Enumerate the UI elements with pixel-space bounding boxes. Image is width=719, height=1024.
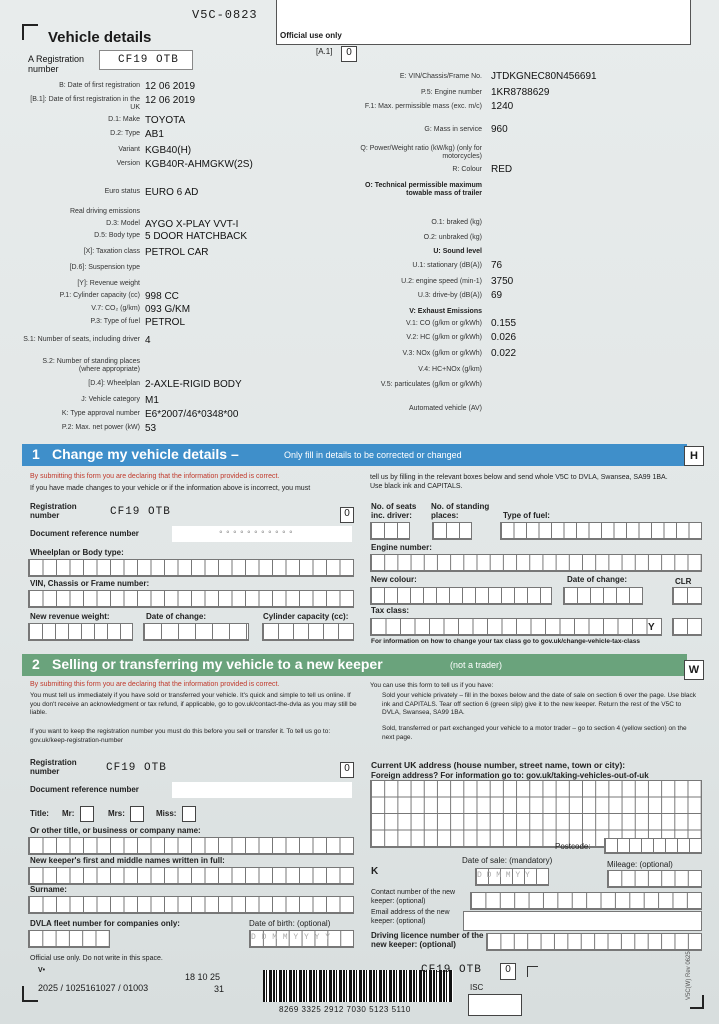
left-field-value: AB1 xyxy=(145,129,164,140)
s1-reg-check xyxy=(340,507,354,523)
s1-docref-value: ◦◦◦◦◦◦◦◦◦◦◦ xyxy=(218,528,296,539)
s2-mrs-label: Mrs: xyxy=(108,809,125,818)
section2-r2: Sold your vehicle privately – fill in the boxes below and the date of sale on section 6 over the page. Use black ink and CAPITALS. Tear off section 6 (green slip) give it to the new keeper. Return the rest of the V5C to DVLA, Swansea, SA99 1BA. xyxy=(382,692,696,716)
footer-date2: 31 xyxy=(214,984,225,994)
right-field-value: 69 xyxy=(491,290,503,301)
left-field-label: [X]: Taxation class xyxy=(83,248,140,255)
section2-number: 2 xyxy=(32,656,40,672)
a1-value-box xyxy=(341,46,357,62)
s1-datechange2-boxes[interactable] xyxy=(563,587,643,605)
section2-r1: You can use this form to tell us if you have: xyxy=(370,682,494,689)
official-use-label: Official use only xyxy=(280,31,342,40)
s1-vin-label: VIN, Chassis or Frame number: xyxy=(30,579,150,588)
s2-reg-label: Registration number xyxy=(30,758,77,776)
section2-subtitle: (not a trader) xyxy=(450,660,503,670)
s1-seats-label: No. of seats inc. driver: xyxy=(371,502,417,520)
left-field-value: EURO 6 AD xyxy=(145,187,199,198)
s1-clr-label: CLR xyxy=(675,577,692,586)
a1-value: 0 xyxy=(346,47,352,58)
section2-letter: W xyxy=(688,664,700,676)
left-field-label: S.1: Number of seats, including driver xyxy=(23,336,140,343)
s2-date-sale-label: Date of sale: (mandatory) xyxy=(462,856,553,865)
left-field-value: TOYOTA xyxy=(145,115,186,126)
left-field-value: 998 CC xyxy=(145,291,179,302)
left-field-value: 53 xyxy=(145,423,157,434)
footer-reg: CF19 OTB xyxy=(421,964,482,976)
s1-colour-boxes[interactable] xyxy=(370,587,552,605)
s2-mileage-boxes[interactable] xyxy=(607,870,702,888)
s1-taxclass-label: Tax class: xyxy=(371,606,410,615)
footer-ref: 2025 / 1025161027 / 01003 xyxy=(38,983,149,993)
footer-corner-mark xyxy=(22,986,38,1002)
left-field-label: D.5: Body type xyxy=(94,232,140,239)
section2-p2: If you want to keep the registration number you must do this before you sell or transfer it. To tell us go to: gov.uk/keep-registration-number xyxy=(30,728,331,744)
s1-datechange-boxes[interactable] xyxy=(143,623,249,641)
s1-colour-label: New colour: xyxy=(371,575,417,584)
s2-surname-boxes[interactable] xyxy=(28,896,354,914)
s2-email-field[interactable] xyxy=(463,911,702,931)
registration-value: CF19 OTB xyxy=(118,54,179,66)
s2-reg-check xyxy=(340,762,354,778)
s1-taxinfo: For information on how to change your tax class go to gov.uk/change-vehicle-tax-class xyxy=(371,638,640,645)
footer-v-mark: V• xyxy=(38,967,46,974)
barcode-number: 8269 3325 2912 7030 5123 5110 xyxy=(279,1005,411,1014)
s1-cyl-label: Cylinder capacity (cc): xyxy=(263,612,349,621)
section2-title: Selling or transferring my vehicle to a new keeper xyxy=(52,656,383,672)
left-field-label: [B.1]: Date of first registration in the UK xyxy=(30,96,140,111)
right-field-label: U.3: drive-by (dB(A)) xyxy=(417,292,482,299)
left-field-label: [D.4]: Wheelplan xyxy=(88,380,140,387)
left-field-value: 5 DOOR HATCHBACK xyxy=(145,231,248,242)
s2-docref-label: Document reference number xyxy=(30,785,139,794)
left-field-value: M1 xyxy=(145,395,159,406)
section1-number: 1 xyxy=(32,446,40,462)
left-field-label: P.3: Type of fuel xyxy=(90,318,140,325)
right-field-label: U.1: stationary (dB(A)) xyxy=(412,262,482,269)
left-field-label: Variant xyxy=(118,146,140,153)
right-field-label: E: VIN/Chassis/Frame No. xyxy=(399,73,482,80)
s2-other-title-boxes[interactable] xyxy=(28,837,354,855)
left-field-label: Euro status xyxy=(104,188,140,195)
right-field-value: JTDKGNEC80N456691 xyxy=(491,71,597,82)
right-field-label: F.1: Max. permissible mass (exc. m/c) xyxy=(364,103,482,110)
left-field-label: D.1: Make xyxy=(108,116,140,123)
section2-letter-box xyxy=(684,660,704,680)
left-field-value: AYGO X-PLAY VVT-I xyxy=(145,219,239,230)
s1-reg-value: CF19 OTB xyxy=(110,506,171,518)
left-field-label: D.3: Model xyxy=(106,220,140,227)
right-field-label: Q: Power/Weight ratio (kW/kg) (only for motorcycles) xyxy=(360,145,482,160)
section1-letter: H xyxy=(690,450,698,462)
s1-y-letter: Y xyxy=(648,622,655,633)
left-field-value: 2-AXLE-RIGID BODY xyxy=(145,379,242,390)
s1-fuel-boxes[interactable] xyxy=(500,522,702,540)
section1-declaration: By submitting this form you are declaring that the information provided is correct. xyxy=(30,473,280,480)
footer-check xyxy=(500,963,516,980)
footer-side-code: V5C(W) Rev 0625 xyxy=(686,951,692,1000)
left-field-value: 093 G/KM xyxy=(145,304,191,315)
left-field-label: D.2: Type xyxy=(110,130,140,137)
right-field-value: 76 xyxy=(491,260,503,271)
right-field-label: O.2: unbraked (kg) xyxy=(423,234,482,241)
doc-number: V5C-0823 xyxy=(192,8,258,22)
right-field-value: 3750 xyxy=(491,276,514,287)
s1-vin-boxes[interactable] xyxy=(28,590,354,608)
right-field-label: V.4: HC+NOx (g/km) xyxy=(418,366,482,373)
s1-datechange-label: Date of change: xyxy=(146,612,207,621)
left-field-value: 12 06 2019 xyxy=(145,95,196,106)
right-field-label: O.1: braked (kg) xyxy=(431,219,482,226)
s2-title-label: Title: xyxy=(30,809,49,818)
footer-check-value: 0 xyxy=(505,964,511,975)
s1-reg-label: Registration number xyxy=(30,502,77,520)
right-field-label: V: Exhaust Emissions xyxy=(409,308,482,315)
s1-fuel-label: Type of fuel: xyxy=(503,511,550,520)
s2-reg-check-value: 0 xyxy=(344,763,350,774)
left-field-value: PETROL CAR xyxy=(145,247,209,258)
s1-engine-boxes[interactable] xyxy=(370,554,702,572)
s1-reg-check-value: 0 xyxy=(344,508,350,519)
footer-isc: ISC xyxy=(470,983,484,992)
s2-postcode-label: Postcode: xyxy=(555,842,591,851)
page-title: Vehicle details xyxy=(48,29,152,46)
s2-postcode-boxes[interactable] xyxy=(604,838,702,854)
right-field-label: V.3: NOx (g/km or g/kWh) xyxy=(402,350,482,357)
right-field-value: 960 xyxy=(491,124,508,135)
s1-docref-label: Document reference number xyxy=(30,529,139,538)
s2-miss-label: Miss: xyxy=(156,809,177,818)
left-field-label: Version xyxy=(116,160,140,167)
s2-mileage-label: Mileage: (optional) xyxy=(607,860,673,869)
right-field-value: 0.026 xyxy=(491,332,517,343)
s2-k-letter: K xyxy=(371,866,379,877)
s2-contact-boxes[interactable] xyxy=(470,892,702,910)
right-field-label: U.2: engine speed (min-1) xyxy=(401,278,482,285)
left-field-label: V.7: CO₂ (g/km) xyxy=(91,305,140,312)
right-field-label: Automated vehicle (AV) xyxy=(408,405,482,412)
s2-docref-field[interactable] xyxy=(172,782,352,798)
footer-corner-right xyxy=(527,966,538,977)
s2-keeper-names-label: New keeper's first and middle names written in full: xyxy=(30,856,225,865)
s2-contact-label: Contact number of the new keeper: (optional) xyxy=(371,889,456,905)
section1-header xyxy=(22,444,687,466)
s1-clr-box[interactable] xyxy=(672,587,702,605)
s2-mr-label: Mr: xyxy=(62,809,75,818)
s2-mr-box[interactable] xyxy=(80,806,94,822)
footer-corner-bottom-right xyxy=(690,995,704,1009)
left-field-label: S.2: Number of standing places (where appropriate) xyxy=(42,358,140,373)
s2-fleet-boxes[interactable] xyxy=(28,930,110,948)
right-field-label: G: Mass in service xyxy=(424,126,482,133)
footer-date1: 18 10 25 xyxy=(185,972,221,982)
s2-keeper-names-boxes[interactable] xyxy=(28,867,354,885)
s2-date-sale-mask: D D M M Y Y xyxy=(477,871,530,880)
s1-y-box[interactable] xyxy=(672,618,702,636)
s1-standing-label: No. of standing places: xyxy=(431,502,490,520)
left-field-value: E6*2007/46*0348*00 xyxy=(145,409,239,420)
left-field-value: KGB40(H) xyxy=(145,145,192,156)
section2-declaration: By submitting this form you are declaring that the information provided is correct. xyxy=(30,681,280,688)
section2-p1: You must tell us immediately if you have sold or transferred your vehicle. It's quick and simple to tell us online. If you don't receive an acknowledgment or tax refund, if applicable, go to gov.uk/contact-the-dvla as you may still be liable. xyxy=(30,692,357,716)
corner-mark-top-left xyxy=(22,24,38,40)
left-field-label: Real driving emissions xyxy=(69,208,140,215)
right-field-value: 1KR8788629 xyxy=(491,87,550,98)
s1-revweight-label: New revenue weight: xyxy=(30,612,110,621)
s1-taxclass-boxes[interactable] xyxy=(370,618,662,636)
s2-licence-boxes[interactable] xyxy=(486,933,702,951)
s2-dob-mask: D D M M Y Y Y Y xyxy=(251,933,331,942)
s1-engine-label: Engine number: xyxy=(371,543,432,552)
left-field-label: A Registration number xyxy=(28,54,85,74)
left-field-value: KGB40R-AHMGKW(2S) xyxy=(145,159,253,170)
section1-subtitle: Only fill in details to be corrected or changed xyxy=(284,450,462,460)
left-field-value: 12 06 2019 xyxy=(145,81,196,92)
section1-intro: If you have made changes to your vehicle or if the information above is incorrect, you must xyxy=(30,485,311,492)
right-field-label: V.5: particulates (g/km or g/kWh) xyxy=(380,381,482,388)
s2-address-label: Current UK address (house number, street name, town or city): xyxy=(371,760,626,770)
left-field-label: P.2: Max. net power (kW) xyxy=(61,424,140,431)
left-field-label: [Y]: Revenue weight xyxy=(77,280,140,287)
right-field-label: R: Colour xyxy=(452,166,482,173)
right-field-label: V.2: HC (g/km or g/kWh) xyxy=(406,334,482,341)
s1-revweight-boxes[interactable] xyxy=(28,623,133,641)
footer-official: Official use only. Do not write in this space. xyxy=(30,955,163,962)
s1-standing-boxes[interactable] xyxy=(432,522,472,540)
left-field-value: 4 xyxy=(145,335,151,346)
a1-label: [A.1] xyxy=(316,47,333,56)
left-field-label: B: Date of first registration xyxy=(59,82,140,89)
s2-miss-box[interactable] xyxy=(182,806,196,822)
right-field-label: U: Sound level xyxy=(433,248,482,255)
right-field-label: O: Technical permissible maximum towable mass of trailer xyxy=(365,182,482,197)
s2-email-label: Email address of the new keeper: (optional) xyxy=(371,909,450,925)
s1-date-change-label: Date of change: xyxy=(567,575,628,584)
right-field-value: 0.155 xyxy=(491,318,517,329)
s2-dob-label: Date of birth: (optional) xyxy=(249,919,331,928)
s2-licence-label: Driving licence number of the new keeper: (optional) xyxy=(371,931,484,949)
s1-cyl-boxes[interactable] xyxy=(262,623,354,641)
right-field-value: 0.022 xyxy=(491,348,517,359)
section1-letter-box xyxy=(684,446,704,466)
section1-intro-right: tell us by filling in the relevant boxes below and send whole V5C to DVLA, Swansea, SA99 1BA. Use black ink and CAPITALS. xyxy=(370,474,668,490)
right-field-label: P.5: Engine number xyxy=(421,89,482,96)
s2-reg-value: CF19 OTB xyxy=(106,762,167,774)
right-field-value: RED xyxy=(491,164,513,175)
section1-title: Change my vehicle details – xyxy=(52,446,239,462)
section2-header xyxy=(22,654,687,676)
s2-fleet-label: DVLA fleet number for companies only: xyxy=(30,919,180,928)
left-field-label: P.1: Cylinder capacity (cc) xyxy=(59,292,140,299)
right-field-value: 1240 xyxy=(491,101,514,112)
left-field-value: PETROL xyxy=(145,317,186,328)
s2-foreign-label: Foreign address? For information go to: gov.uk/taking-vehicles-out-of-uk xyxy=(371,771,649,780)
footer-isc-box xyxy=(468,994,522,1016)
section2-r3: Sold, transferred or part exchanged your vehicle to a motor trader – go to section 4 (yellow section) on the next page. xyxy=(382,725,687,741)
s2-mrs-box[interactable] xyxy=(130,806,144,822)
left-field-label: J: Vehicle category xyxy=(81,396,140,403)
right-field-label: V.1: CO (g/km or g/kWh) xyxy=(406,320,482,327)
s2-other-title-label: Or other title, or business or company name: xyxy=(30,826,201,835)
s1-wheelplan-label: Wheelplan or Body type: xyxy=(30,548,124,557)
s1-wheelplan-boxes[interactable] xyxy=(28,559,354,577)
left-field-label: K: Type approval number xyxy=(61,410,140,417)
s1-seats-boxes[interactable] xyxy=(370,522,410,540)
left-field-label: [D.6]: Suspension type xyxy=(69,264,140,271)
s2-surname-label: Surname: xyxy=(30,885,67,894)
